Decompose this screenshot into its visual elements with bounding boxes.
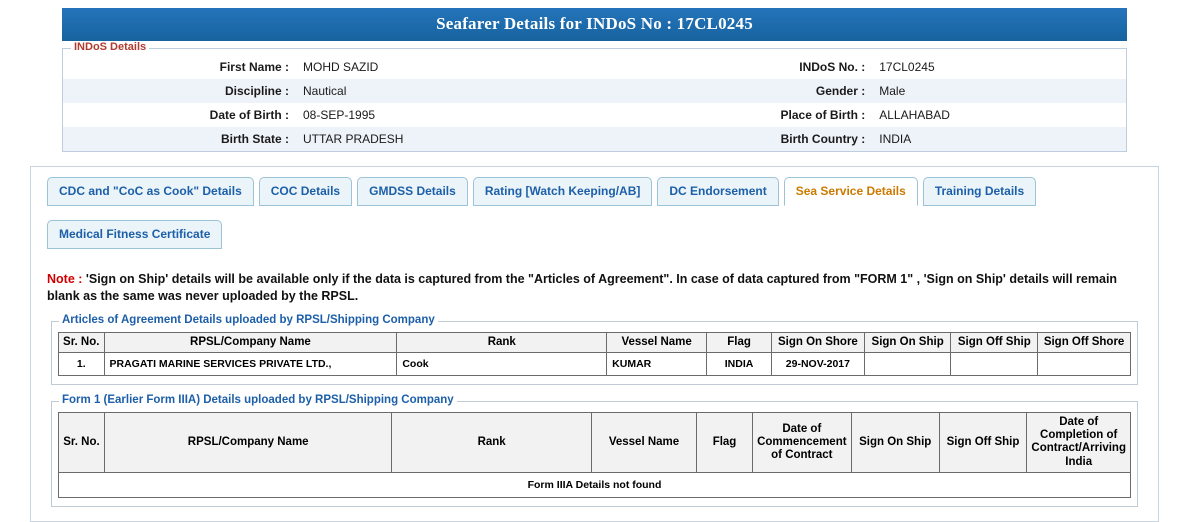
form1-legend: Form 1 (Earlier Form IIIA) Details uploaded by RPSL/Shipping Company [59, 394, 457, 406]
form1-section [51, 393, 1138, 507]
dob-label: Date of Birth : [209, 108, 289, 122]
col-date-of-commencement: Date of Commencement of Contract [752, 412, 851, 472]
form1-table [58, 412, 1131, 498]
articles-of-agreement-section [51, 313, 1138, 385]
tab-dc-endorsement[interactable]: DC Endorsement [657, 177, 778, 206]
articles-of-agreement-table [58, 332, 1131, 376]
table-row [63, 103, 1126, 127]
birth-state-value: UTTAR PRADESH [295, 127, 639, 151]
col-sr-no: Sr. No. [59, 412, 105, 472]
note-text [47, 271, 1142, 305]
place-of-birth-value: ALLAHABAD [879, 108, 950, 122]
table-row [59, 472, 1131, 497]
first-name-value: MOHD SAZID [303, 60, 379, 74]
tab-sea-service-details[interactable]: Sea Service Details [784, 177, 918, 206]
col-flag: Flag [697, 412, 753, 472]
col-company-name: RPSL/Company Name [104, 412, 392, 472]
indos-details-table [63, 55, 1126, 151]
cell-sr-no: 1. [59, 352, 105, 375]
tab-rating-watch-keeping-ab[interactable]: Rating [Watch Keeping/AB] [473, 177, 653, 206]
col-rank: Rank [397, 332, 607, 352]
indos-no-label: INDoS No. : [799, 60, 866, 74]
page-root [0, 8, 1189, 520]
table-row [59, 352, 1131, 375]
table-row [63, 55, 1126, 79]
place-of-birth-label: Place of Birth : [780, 108, 866, 122]
indos-details-panel [62, 41, 1127, 152]
discipline-label: Discipline : [63, 79, 295, 103]
cell-vessel-name: KUMAR [607, 352, 707, 375]
col-sr-no: Sr. No. [59, 332, 105, 352]
discipline-value: Nautical [295, 79, 639, 103]
cell-sign-off-shore [1038, 352, 1131, 375]
note-body: 'Sign on Ship' details will be available only if the data is captured from the "Articles of Agreement". In case of data captured from "FORM 1" , 'Sign on Ship' details will remain blank as the same was never uploaded by the RPSL. [47, 272, 1118, 303]
col-sign-off-ship: Sign Off Ship [939, 412, 1027, 472]
cell-sign-off-ship [951, 352, 1038, 375]
cell-flag: INDIA [707, 352, 772, 375]
tabs-panel [30, 166, 1159, 522]
col-sign-on-ship: Sign On Ship [851, 412, 939, 472]
col-company-name: RPSL/Company Name [104, 332, 397, 352]
col-sign-on-shore: Sign On Shore [772, 332, 865, 352]
col-sign-off-shore: Sign Off Shore [1038, 332, 1131, 352]
birth-country-value: INDIA [871, 127, 1126, 151]
tab-bar [41, 177, 1148, 253]
tab-coc-details[interactable]: COC Details [259, 177, 352, 206]
form1-empty-message: Form IIIA Details not found [59, 472, 1131, 497]
note-prefix: Note : [47, 272, 83, 286]
gender-value: Male [871, 79, 1126, 103]
col-vessel-name: Vessel Name [607, 332, 707, 352]
table-header-row [59, 412, 1131, 472]
table-row [63, 127, 1126, 151]
indos-details-legend: INDoS Details [71, 41, 149, 53]
tab-training-details[interactable]: Training Details [923, 177, 1036, 206]
col-date-of-completion: Date of Completion of Contract/Arriving India [1027, 412, 1131, 472]
gender-label: Gender : [639, 79, 871, 103]
col-rank: Rank [392, 412, 591, 472]
birth-state-label: Birth State : [63, 127, 295, 151]
cell-rank: Cook [397, 352, 607, 375]
col-flag: Flag [707, 332, 772, 352]
tab-cdc-coc-as-cook-details[interactable]: CDC and "CoC as Cook" Details [47, 177, 254, 206]
col-sign-on-ship: Sign On Ship [864, 332, 951, 352]
cell-sign-on-ship [864, 352, 951, 375]
cell-sign-on-shore: 29-NOV-2017 [772, 352, 865, 375]
col-sign-off-ship: Sign Off Ship [951, 332, 1038, 352]
articles-of-agreement-legend: Articles of Agreement Details uploaded by RPSL/Shipping Company [59, 314, 438, 326]
cell-company-name: PRAGATI MARINE SERVICES PRIVATE LTD., [104, 352, 397, 375]
indos-no-value: 17CL0245 [879, 60, 935, 74]
table-header-row [59, 332, 1131, 352]
col-vessel-name: Vessel Name [591, 412, 696, 472]
page-title: Seafarer Details for INDoS No : 17CL0245 [62, 8, 1127, 41]
first-name-label: First Name : [219, 60, 289, 74]
dob-value: 08-SEP-1995 [303, 108, 376, 122]
birth-country-label: Birth Country : [639, 127, 871, 151]
table-row [63, 79, 1126, 103]
tab-gmdss-details[interactable]: GMDSS Details [357, 177, 468, 206]
tab-medical-fitness-certificate[interactable]: Medical Fitness Certificate [47, 220, 222, 249]
